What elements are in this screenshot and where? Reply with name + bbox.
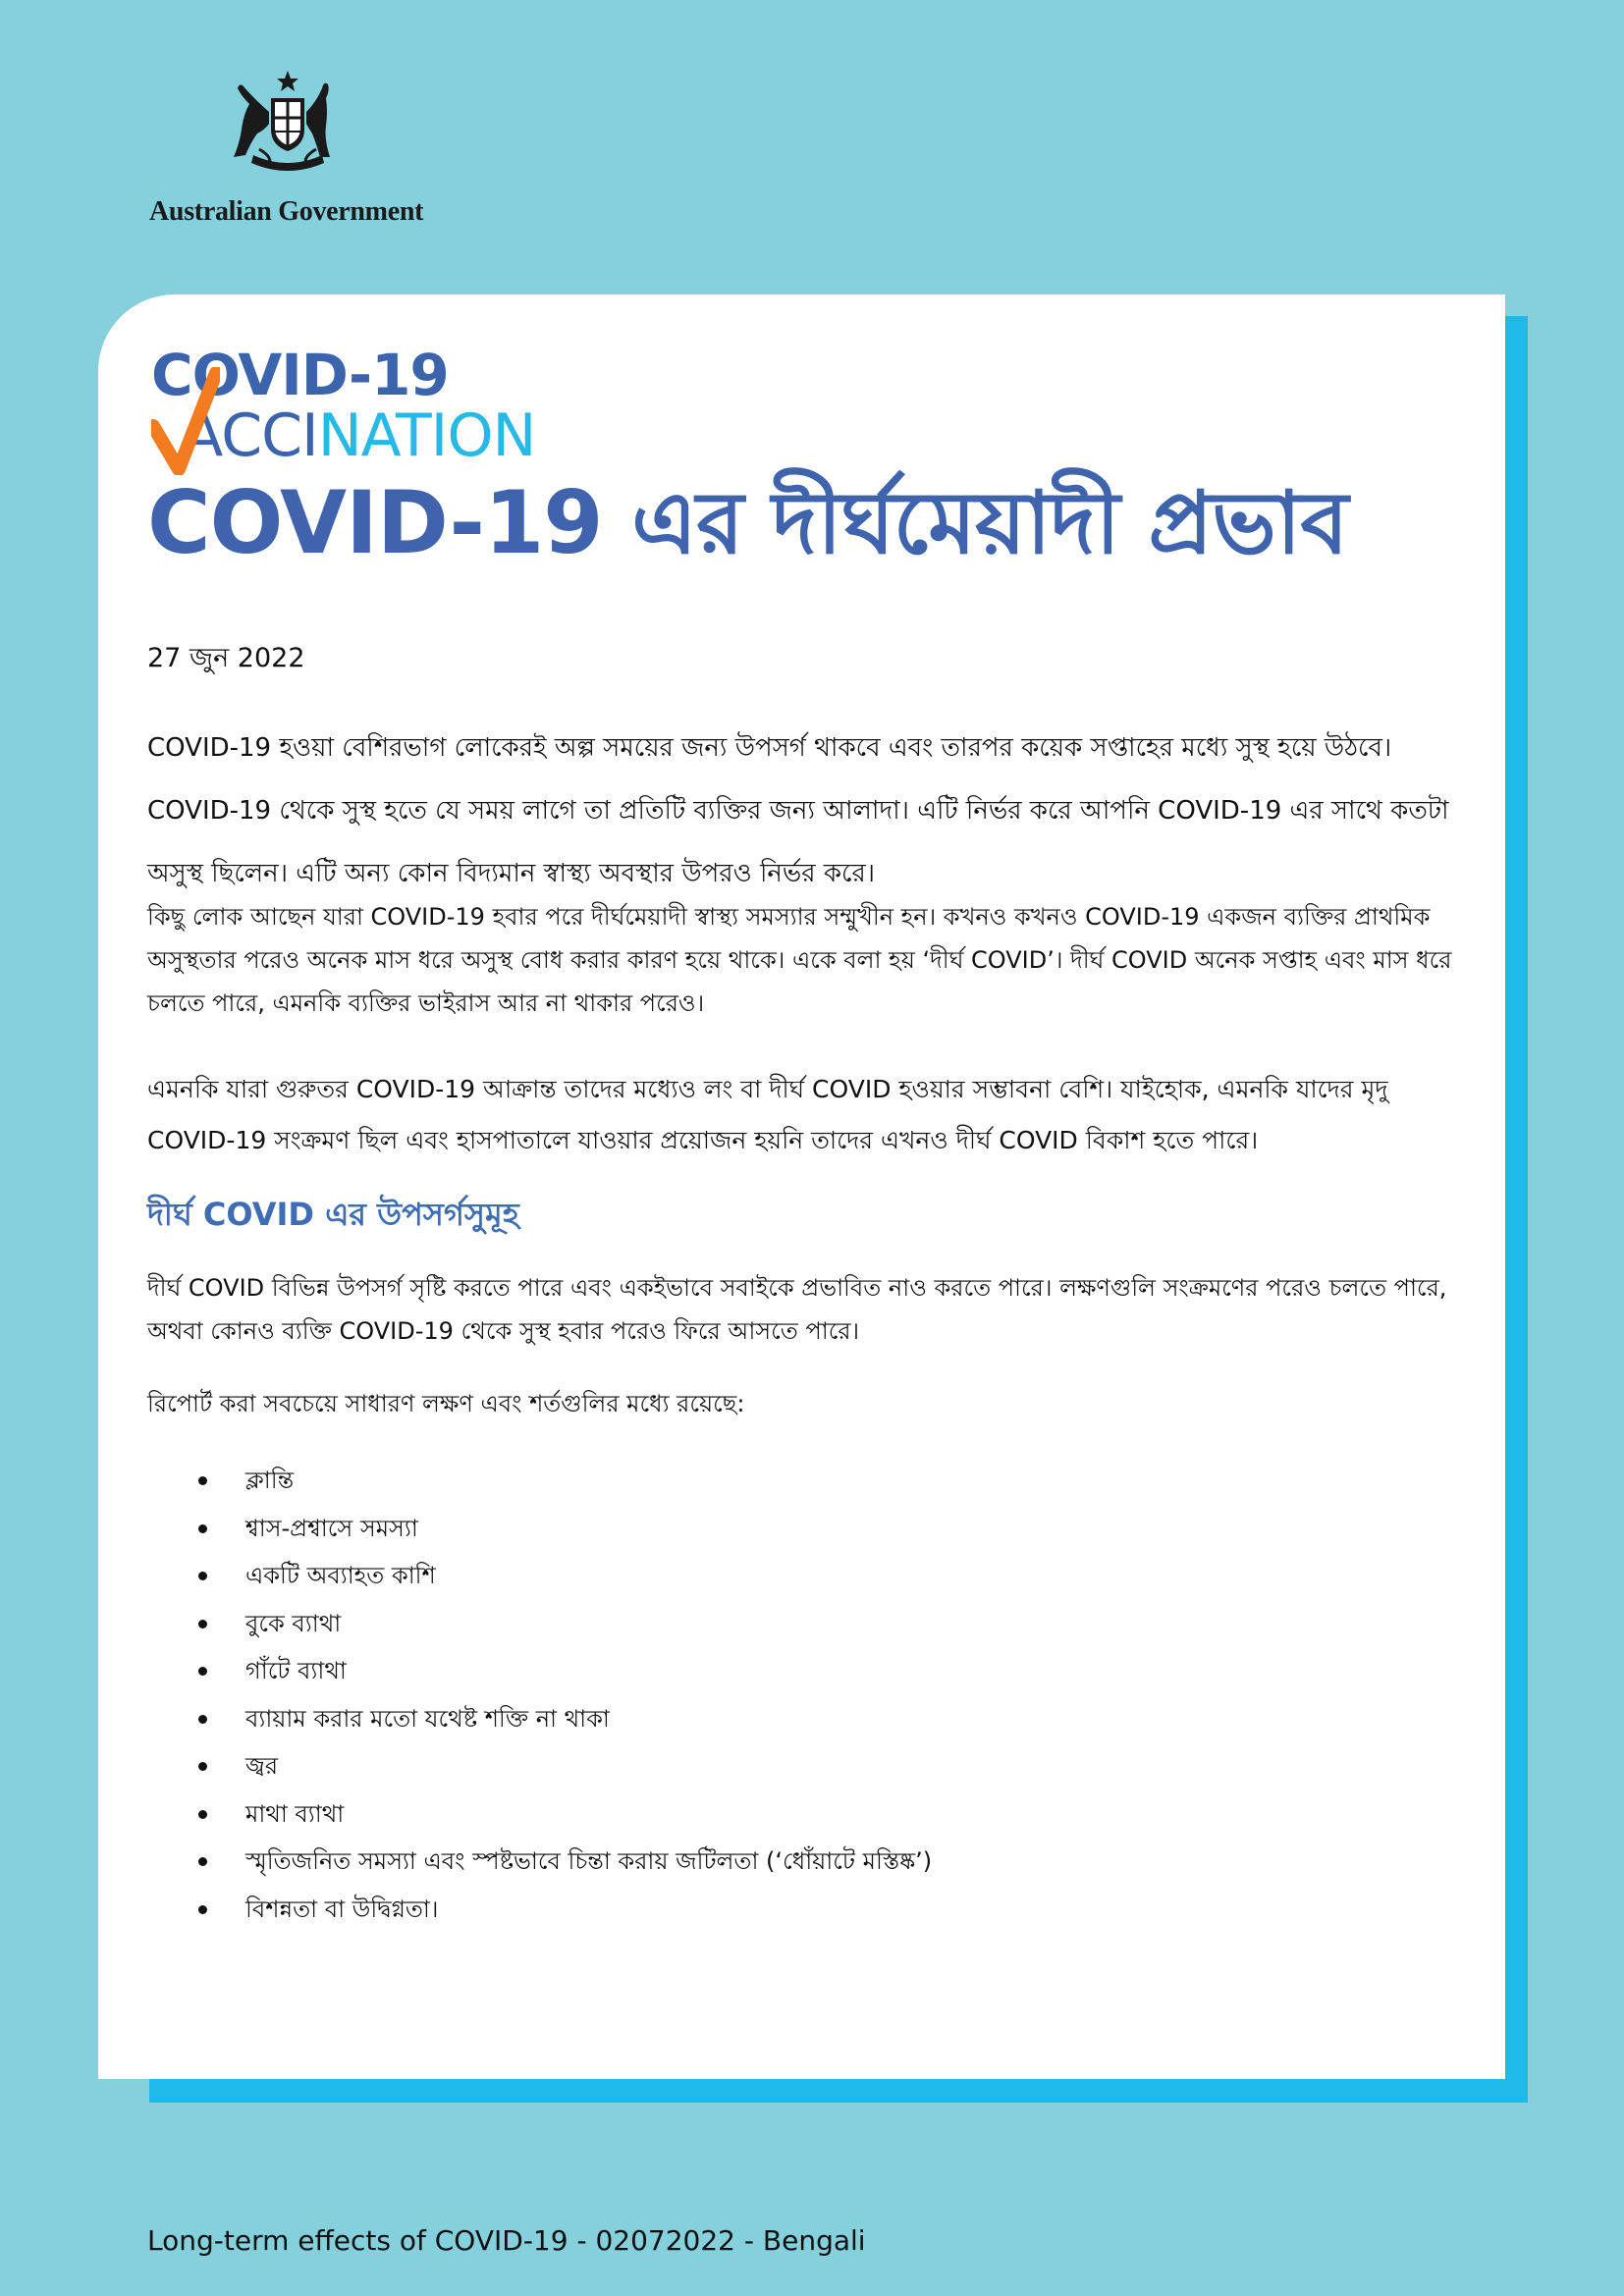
paragraph-2: কিছু লোক আছেন যারা COVID-19 হবার পরে দীর্ঘমেয়াদী স্বাস্থ্য সমস্যার সম্মুখীন হন। কখনও কখনও COVID-19 একজন ব্যক্তির প্রাথমিক অসুস্থতার পরেও অনেক মাস ধরে অসুস্থ বোধ করার কারণ হয়ে থাকে। একে বলা হয় ‘দীর্ঘ COVID’। দীর্ঘ COVID অনেক সপ্তাহ এবং মাস ধরে চলতে পারে, এমনকি ব্যক্তির ভাইরাস আর না থাকার পরেও।: [147, 903, 1452, 1017]
list-item: গাঁটে ব্যাথা: [147, 1647, 1424, 1695]
symptom-list: [147, 1457, 1424, 1933]
paragraph-5: রিপোর্ট করা সবচেয়ে সাধারণ লক্ষণ এবং শর্তগুলির মধ্যে রয়েছে:: [147, 1390, 745, 1417]
page-title: COVID-19 এর দীর্ঘমেয়াদী প্রভাব: [147, 472, 1348, 573]
section-heading: দীর্ঘ COVID এর উপসর্গসুমূহ: [147, 1196, 519, 1233]
government-name: Australian Government: [149, 196, 424, 227]
list-item: শ্বাস-প্রশ্বাসে সমস্যা: [147, 1505, 1424, 1553]
list-item: বুকে ব্যাথা: [147, 1600, 1424, 1648]
list-item: জ্বর: [147, 1742, 1424, 1790]
logo-line-1: COVID-19: [151, 342, 449, 408]
checkmark-icon: [151, 367, 220, 475]
paragraph-4: দীর্ঘ COVID বিভিন্ন উপসর্গ সৃষ্টি করতে পারে এবং একইভাবে সবাইকে প্রভাবিত নাও করতে পারে। লক্ষণগুলি সংক্রমণের পরেও চলতে পারে, অথবা কোনও ব্যক্তি COVID-19 থেকে সুস্থ হবার পরেও ফিরে আসতে পারে।: [147, 1274, 1447, 1345]
list-item: স্মৃতিজনিত সমস্যা এবং স্পষ্টভাবে চিন্তা করায় জটিলতা (‘ধোঁয়াটে মস্তিষ্ক’): [147, 1838, 1424, 1886]
logo-line-2-part-2: NATION: [317, 401, 536, 470]
coat-of-arms-icon: [214, 69, 361, 187]
logo-line-2-part-1: ACCI: [183, 401, 318, 470]
list-item: একটি অব্যাহত কাশি: [147, 1552, 1424, 1600]
paragraph-3: এমনকি যারা গুরুতর COVID-19 আক্রান্ত তাদের মধ্যেও লং বা দীর্ঘ COVID হওয়ার সম্ভাবনা বেশি। যাইহোক, এমনকি যাদের মৃদু COVID-19 সংক্রমণ ছিল এবং হাসপাতালে যাওয়ার প্রয়োজন হয়নি তাদের এখনও দীর্ঘ COVID বিকাশ হতে পারে।: [147, 1075, 1388, 1154]
list-item: ব্যায়াম করার মতো যথেষ্ট শক্তি না থাকা: [147, 1695, 1424, 1743]
list-item: বিশন্নতা বা উদ্বিগ্নতা।: [147, 1886, 1424, 1934]
document-date: 27 জুন 2022: [147, 643, 305, 673]
list-item: মাথা ব্যাথা: [147, 1790, 1424, 1839]
covid-vaccination-logo: [147, 344, 599, 471]
document-footer: Long-term effects of COVID-19 - 02072022 - Bengali: [147, 2224, 866, 2257]
list-item: ক্লান্তি: [147, 1457, 1424, 1505]
paragraph-1: COVID-19 হওয়া বেশিরভাগ লোকেরই অল্প সময়ের জন্য উপসর্গ থাকবে এবং তারপর কয়েক সপ্তাহের মধ্যে সুস্থ হয়ে উঠবে। COVID-19 থেকে সুস্থ হতে যে সময় লাগে তা প্রতিটি ব্যক্তির জন্য আলাদা। এটি নির্ভর করে আপনি COVID-19 এর সাথে কতটা অসুস্থ ছিলেন। এটি অন্য কোন বিদ্যমান স্বাস্থ্য অবস্থার উপরও নির্ভর করে।: [147, 733, 1449, 888]
